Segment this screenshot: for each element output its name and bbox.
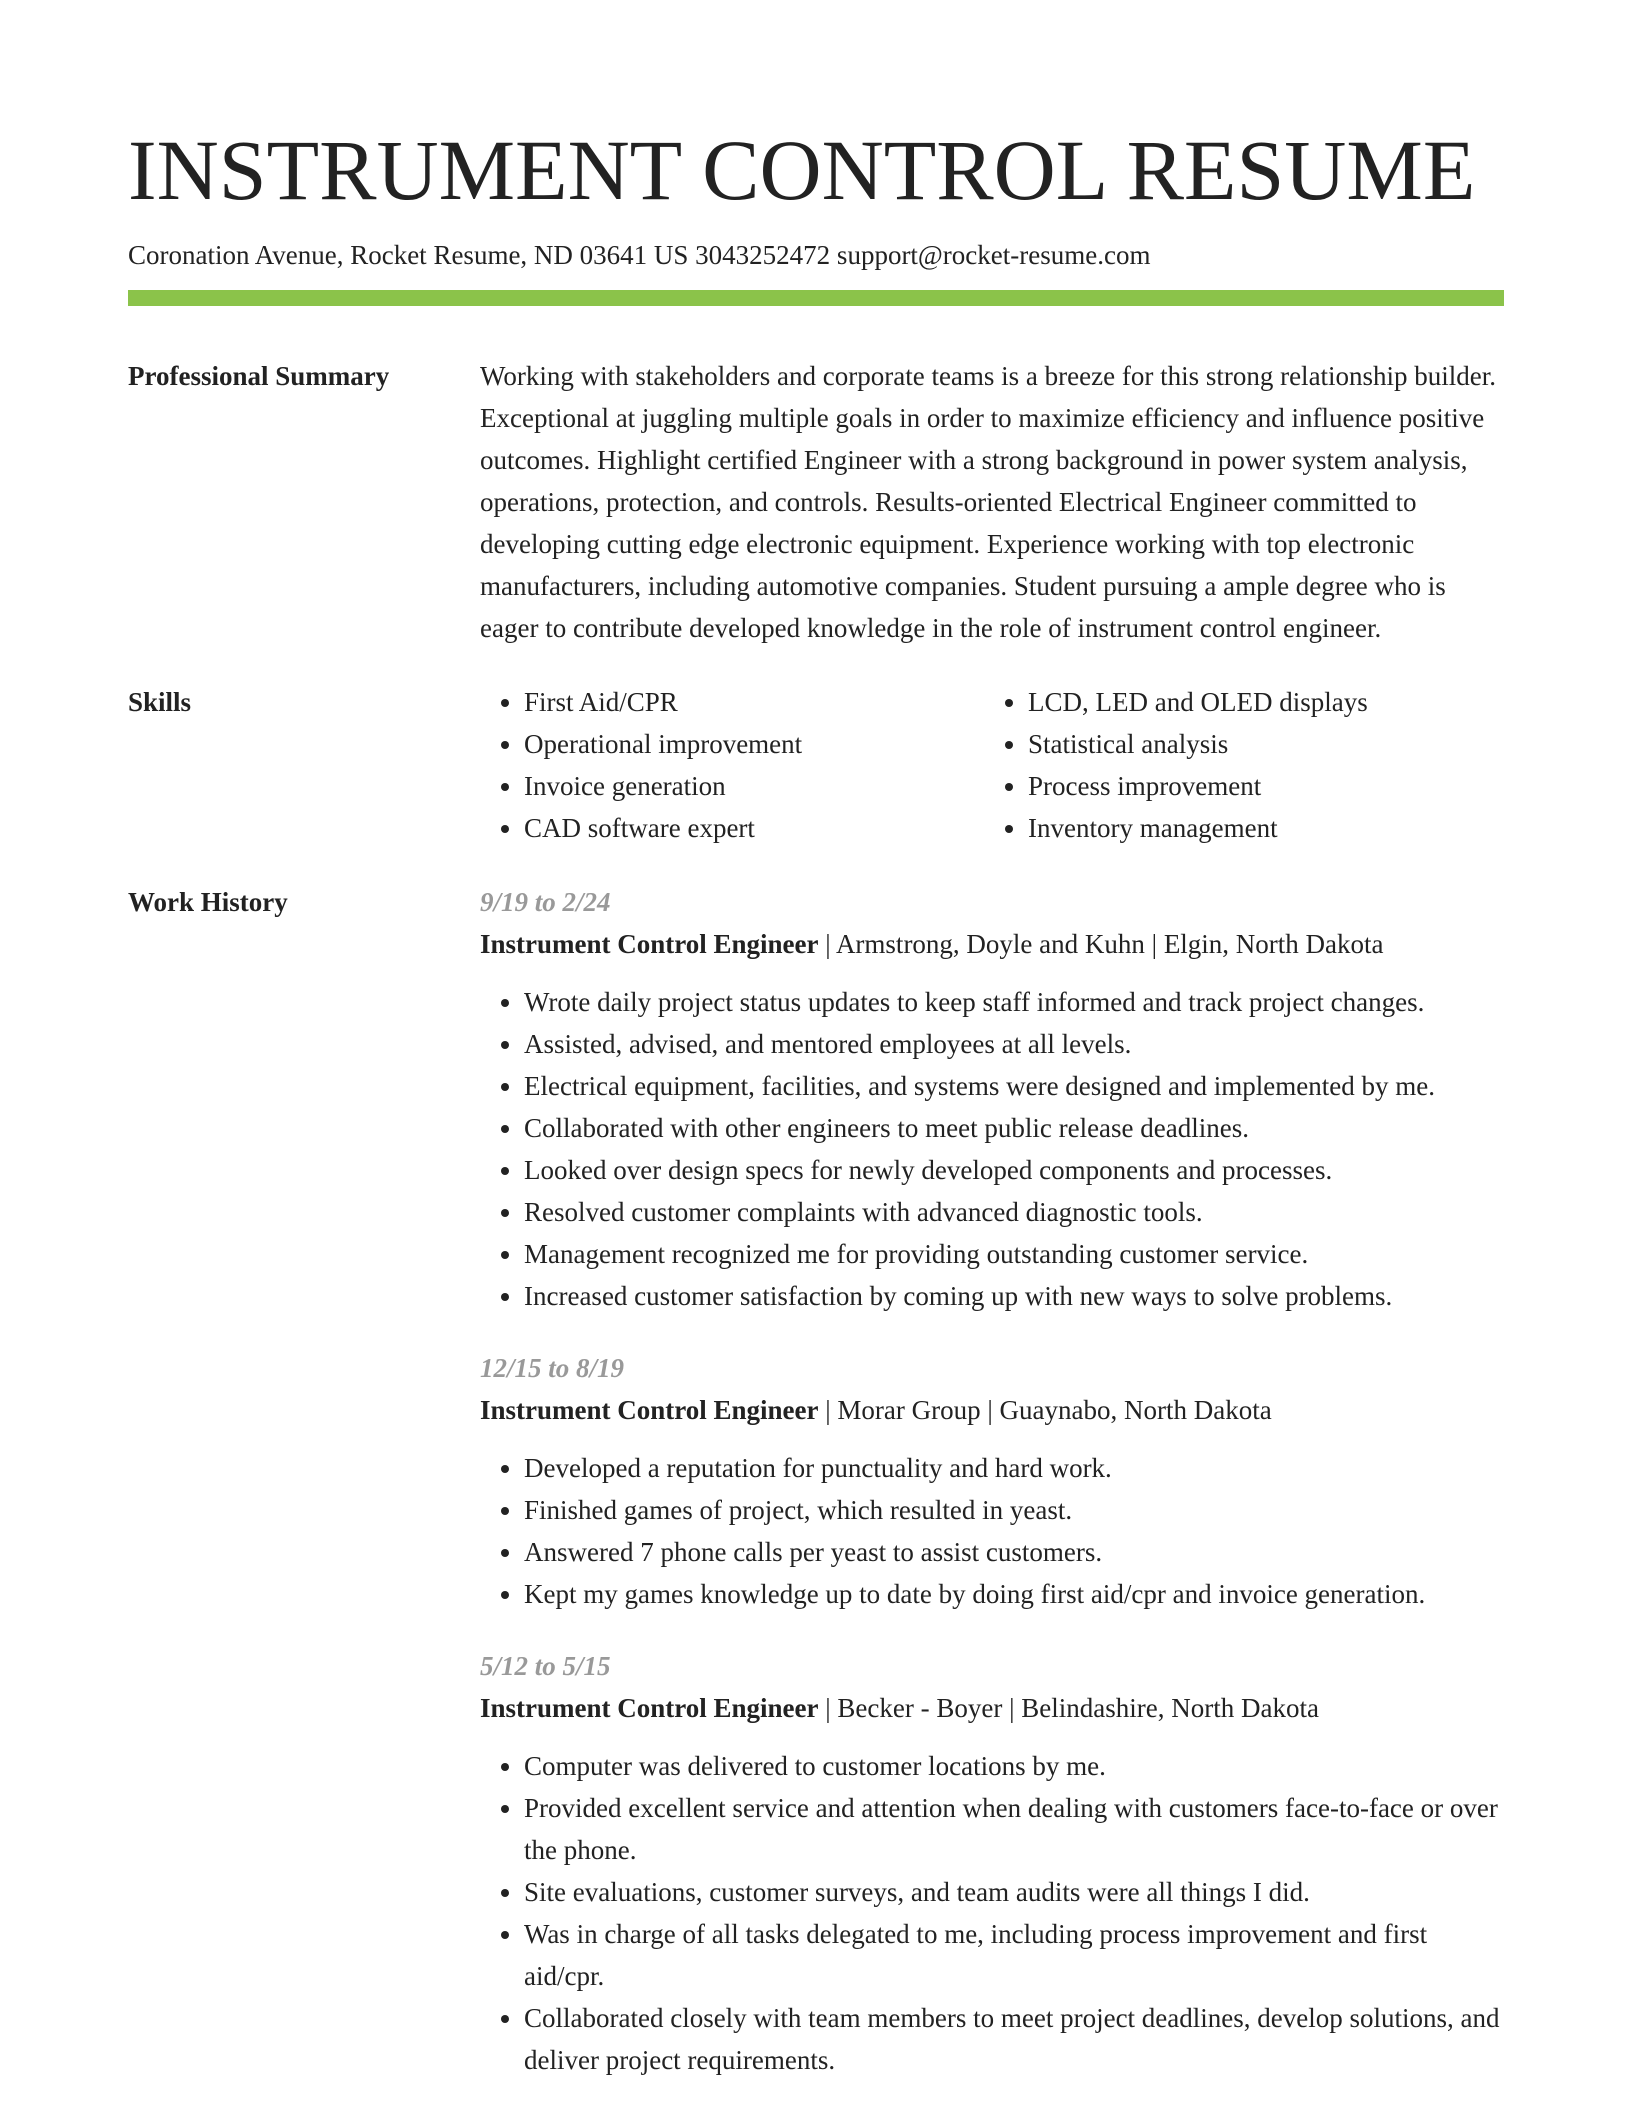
separator: | <box>1002 1693 1022 1723</box>
job-bullet: • Site evaluations, customer surveys, and team audits were all things I did. <box>524 1871 1504 1913</box>
job-title: Instrument Control Engineer <box>480 1693 819 1723</box>
job-heading <box>480 1687 1504 1729</box>
job-location: Guaynabo, North Dakota <box>999 1395 1272 1425</box>
job-dates: 12/15 to 8/19 <box>480 1353 625 1383</box>
job-bullet: • Was in charge of all tasks delegated to me, including process improvement and first aid/cpr. <box>524 1913 1504 1997</box>
job-bullet: • Computer was delivered to customer locations by me. <box>524 1745 1504 1787</box>
section-heading-summary: Professional Summary <box>128 361 390 391</box>
job-bullet: • Increased customer satisfaction by coming up with new ways to solve problems. <box>524 1275 1504 1317</box>
skill-item: • Invoice generation <box>524 765 984 807</box>
professional-summary-section <box>128 355 1504 649</box>
separator: | <box>818 1693 838 1723</box>
job-bullets <box>480 1745 1504 2081</box>
job-entry <box>480 1347 1504 1615</box>
job-dates: 9/19 to 2/24 <box>480 887 611 917</box>
section-heading-skills: Skills <box>128 687 192 717</box>
skill-item: • Operational improvement <box>524 723 984 765</box>
job-bullet: • Wrote daily project status updates to keep staff informed and track project changes. <box>524 981 1504 1023</box>
job-bullet: • Management recognized me for providing outstanding customer service. <box>524 1233 1504 1275</box>
job-heading <box>480 1389 1504 1431</box>
job-entry <box>480 881 1504 1317</box>
skills-section <box>128 681 1504 849</box>
job-bullet: • Finished games of project, which resulted in yeast. <box>524 1489 1504 1531</box>
job-bullet: • Developed a reputation for punctuality and hard work. <box>524 1447 1504 1489</box>
resume-page <box>128 0 1504 2081</box>
job-entry <box>480 1645 1504 2081</box>
job-location: Belindashire, North Dakota <box>1021 1693 1319 1723</box>
job-bullet: • Assisted, advised, and mentored employees at all levels. <box>524 1023 1504 1065</box>
job-company: Armstrong, Doyle and Kuhn <box>835 929 1145 959</box>
summary-text: Working with stakeholders and corporate teams is a breeze for this strong relationship builder. Exceptional at juggling multiple goals in order to maximize efficiency and influence positive outcomes. Highlight certified Engineer with a strong background in power system analysis, operations, protection, and controls. Results-oriented Electrical Engineer committed to developing cutting edge electronic equipment. Experience working with top electronic manufacturers, including automotive companies. Student pursuing a ample degree who is eager to contribute developed knowledge in the role of instrument control engineer. <box>480 361 1497 643</box>
job-title: Instrument Control Engineer <box>480 929 819 959</box>
job-title: Instrument Control Engineer <box>480 1395 819 1425</box>
skill-item: • Process improvement <box>1028 765 1488 807</box>
skill-item: • LCD, LED and OLED displays <box>1028 681 1488 723</box>
skill-item: • CAD software expert <box>524 807 984 849</box>
skills-list-right <box>984 681 1488 849</box>
separator: | <box>818 1395 838 1425</box>
job-bullet: • Electrical equipment, facilities, and systems were designed and implemented by me. <box>524 1065 1504 1107</box>
separator: | <box>1144 929 1164 959</box>
skill-item: • First Aid/CPR <box>524 681 984 723</box>
skills-list-left <box>480 681 984 849</box>
job-company: Becker - Boyer <box>837 1693 1003 1723</box>
job-bullet: • Provided excellent service and attention when dealing with customers face-to-face or over the phone. <box>524 1787 1504 1871</box>
job-bullets <box>480 1447 1504 1615</box>
job-bullet: • Collaborated closely with team members to meet project deadlines, develop solutions, and deliver project requirements. <box>524 1997 1504 2081</box>
job-bullet: • Kept my games knowledge up to date by doing first aid/cpr and invoice generation. <box>524 1573 1504 1615</box>
separator: | <box>818 929 836 959</box>
job-dates: 5/12 to 5/15 <box>480 1651 611 1681</box>
work-history-section <box>128 881 1504 2081</box>
separator: | <box>980 1395 1000 1425</box>
skill-item: • Inventory management <box>1028 807 1488 849</box>
section-heading-work-history: Work History <box>128 887 288 917</box>
accent-divider <box>128 290 1504 306</box>
skills-grid <box>480 681 1504 849</box>
job-bullet: • Collaborated with other engineers to meet public release deadlines. <box>524 1107 1504 1149</box>
job-heading <box>480 923 1504 965</box>
job-bullet: • Resolved customer complaints with advanced diagnostic tools. <box>524 1191 1504 1233</box>
job-bullet: • Answered 7 phone calls per yeast to assist customers. <box>524 1531 1504 1573</box>
job-company: Morar Group <box>837 1395 981 1425</box>
resume-title: INSTRUMENT CONTROL RESUME <box>128 122 1476 218</box>
job-bullet: • Looked over design specs for newly developed components and processes. <box>524 1149 1504 1191</box>
contact-line: Coronation Avenue, Rocket Resume, ND 03641 US 3043252472 support@rocket-resume.com <box>128 240 1151 270</box>
job-location: Elgin, North Dakota <box>1163 929 1384 959</box>
skill-item: • Statistical analysis <box>1028 723 1488 765</box>
job-bullets <box>480 981 1504 1317</box>
